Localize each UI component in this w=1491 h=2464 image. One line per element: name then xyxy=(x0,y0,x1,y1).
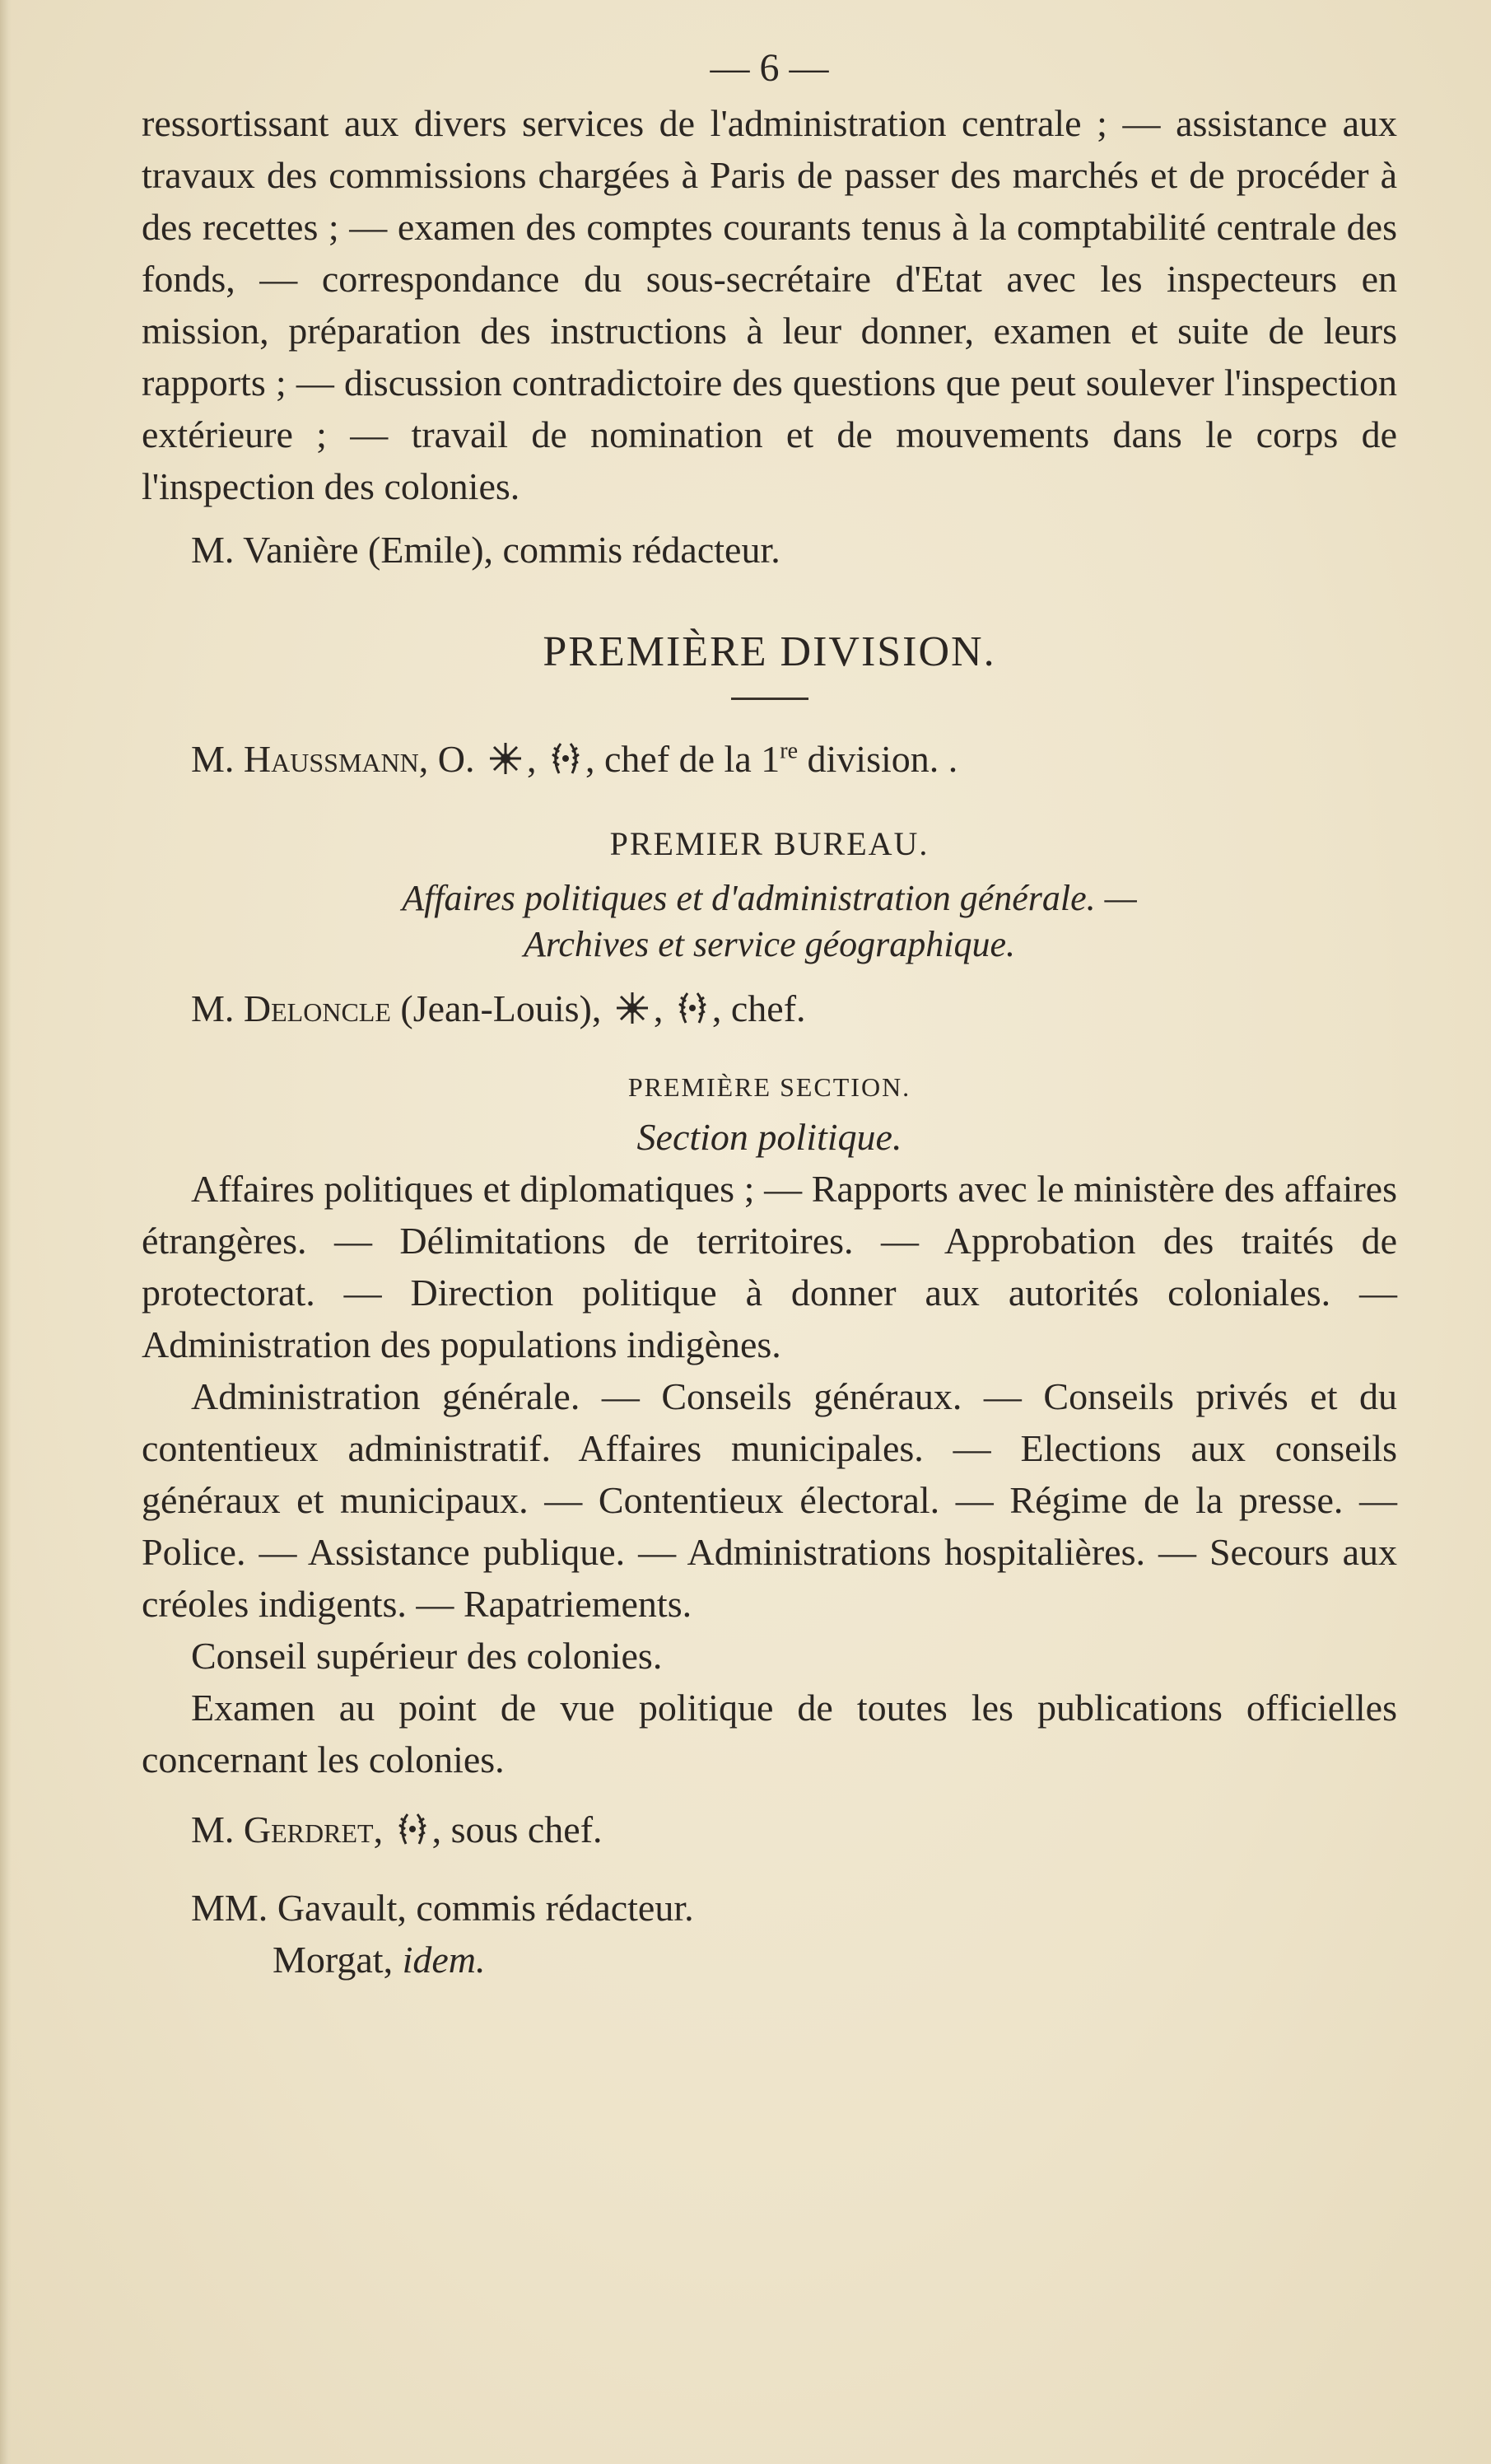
academic-palms-icon xyxy=(549,738,582,790)
subchief-role: , sous chef. xyxy=(431,1808,603,1850)
section-paragraph-1: Affaires politiques et diplomatiques ; — Rapports avec le ministère des affaires étrangères. — Délimitations de territoires. — Approbation des traités de protectorat. — Direction politique à donner aux autorités coloniales. — Administration des populations indigènes. xyxy=(142,1168,1397,1365)
bureau-chief-sep: , xyxy=(653,987,673,1029)
section-clerk-1 xyxy=(142,1882,1397,1934)
intro-paragraph: ressortissant aux divers services de l'administration centrale ; — assistance aux travaux des commissions chargées à Paris de passer des marchés et de procéder à des recettes ; — examen des comptes courants tenus à la comptabilité centrale des fonds, — correspondance du sous-secrétaire d'Etat avec les inspecteurs en mission, préparation des instructions à leur donner, examen et suite de leurs rapports ; — discussion contradictoire des questions que peut soulever l'inspection extérieure ; — travail de nomination et de mouvements dans le corps de l'inspection des colonies. xyxy=(142,102,1397,507)
division-chief-role-post: division. . xyxy=(798,738,958,780)
bureau-heading: PREMIER BUREAU. xyxy=(609,825,930,862)
subchief-sep: , xyxy=(373,1808,393,1850)
legion-cross-icon xyxy=(487,738,524,790)
subchief-prefix: M. xyxy=(191,1808,244,1850)
division-heading: PREMIÈRE DIVISION. xyxy=(543,628,996,675)
legion-cross-icon xyxy=(614,987,650,1039)
clerk-2-role: idem. xyxy=(402,1939,486,1981)
section-paragraph-2: Administration générale. — Conseils généraux. — Conseils privés et du contentieux administratif. Affaires municipales. — Elections aux conseils généraux et municipaux. — Contentieux électoral. — Régime de la presse. — Police. — Assistance publique. — Administrations hospitalières. — Secours aux créoles indigents. — Rapatriements. xyxy=(142,1375,1397,1625)
division-chief-name: Haussmann xyxy=(243,738,419,780)
bureau-desc-line1: Affaires politiques et d'administration générale. — xyxy=(402,878,1137,918)
document-page xyxy=(142,43,1397,1986)
clerks-prefix: MM. xyxy=(191,1887,277,1929)
division-chief-role-sup: re xyxy=(780,738,799,764)
division-chief xyxy=(142,733,1397,790)
bureau-chief-name: Deloncle xyxy=(243,987,391,1029)
bureau-chief-prefix: M. xyxy=(191,987,244,1029)
section-subchief xyxy=(142,1804,1397,1860)
section-heading: PREMIÈRE SECTION. xyxy=(627,1072,911,1102)
academic-palms-icon xyxy=(676,987,709,1039)
division-rule xyxy=(731,698,808,700)
academic-palms-icon xyxy=(396,1808,429,1860)
page-number: — 6 — xyxy=(710,46,829,90)
division-chief-mid: , O. xyxy=(418,738,484,780)
bureau-chief-given: (Jean-Louis), xyxy=(390,987,611,1029)
page-edge xyxy=(0,0,12,2464)
bureau-desc-line2: Archives et service géographique. xyxy=(523,924,1016,964)
division-chief-sep: , xyxy=(526,738,546,780)
division-chief-prefix: M. xyxy=(191,738,244,780)
clerk-1: Gavault, commis rédacteur. xyxy=(277,1887,694,1929)
subchief-name: Gerdret xyxy=(243,1808,374,1850)
bureau-chief xyxy=(142,982,1397,1039)
division-chief-role-pre: , chef de la 1 xyxy=(585,738,780,780)
section-paragraph-4: Examen au point de vue politique de toutes les publications officielles concernant les colonies. xyxy=(142,1687,1397,1780)
intro-staff: M. Vanière (Emile), commis rédacteur. xyxy=(191,529,780,571)
clerk-2-name: Morgat, xyxy=(273,1939,403,1981)
section-paragraph-3: Conseil supérieur des colonies. xyxy=(191,1635,663,1677)
section-subtitle: Section politique. xyxy=(636,1116,902,1158)
section-clerk-2 xyxy=(142,1934,1397,1986)
bureau-chief-role: , chef. xyxy=(711,987,806,1029)
